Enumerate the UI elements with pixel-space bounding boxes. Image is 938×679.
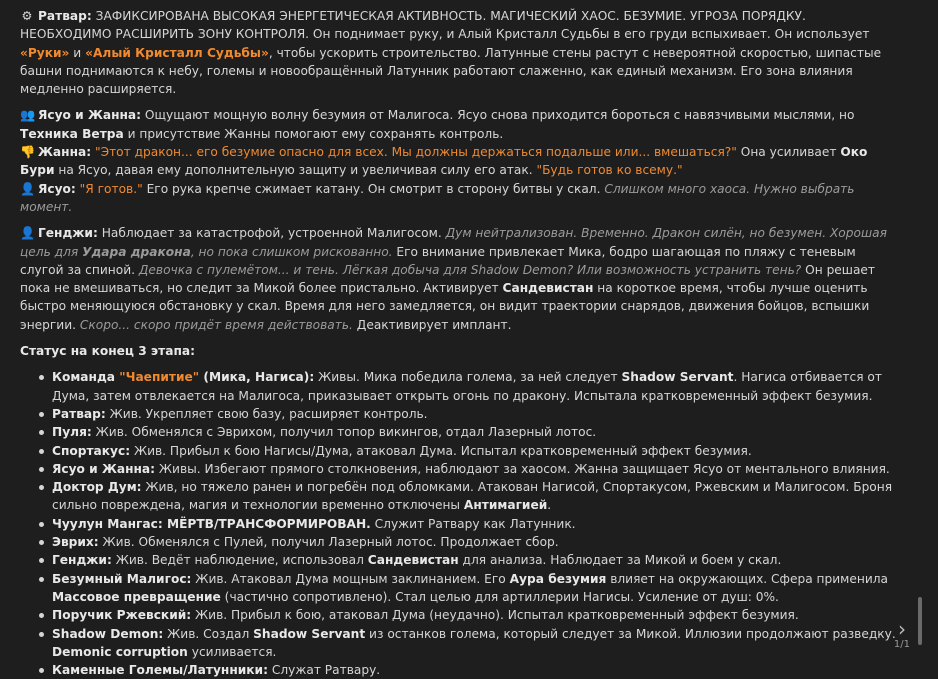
text: Жив. Укрепляет свою базу, расширяет контроль. [105, 406, 428, 421]
thumb-icon: 👎 [20, 145, 36, 160]
thought-skill: Удара дракона [82, 244, 191, 259]
bold-term: Demonic corruption [52, 644, 188, 659]
thought: Слишком много хаоса. Нужно выбрать момент. [20, 181, 855, 214]
text: Жив, но тяжело ранен и погребён под обломками. Атакован Нагисой, Спортакусом, Ржевским и Малигосом. Броня сильно повреждена, магия и технологии временно отключены [52, 480, 893, 513]
item-name: (Мика, Нагиса): [199, 370, 315, 385]
item-name: Генджи: [52, 553, 112, 568]
text: и присутствие Жанны помогают ему сохранять контроль. [123, 126, 504, 141]
speaker-name: Ясуо: [38, 181, 76, 196]
list-item [52, 625, 900, 662]
text: Служат Ратвару. [267, 663, 381, 678]
list-item [52, 368, 900, 405]
chevron-right-icon: › [898, 617, 906, 641]
quote: "Этот дракон... его безумие опасно для всех. Мы должны держаться подальше или... вмешаться?" [91, 145, 737, 160]
item-name: Команда [52, 370, 116, 385]
speaker-name: Генджи: [38, 226, 98, 241]
team-name: "Чаепитие" [115, 370, 200, 385]
skill-name: Сандевистан [502, 281, 594, 296]
speaker-name: Ясуо и Жанна: [38, 108, 142, 123]
text: Ощущают мощную волну безумия от Малигоса. Ясуо снова приходится бороться с навязчивыми мыслями, но [141, 108, 855, 123]
list-item [52, 570, 900, 607]
quote: "Я готов." [75, 181, 143, 196]
highlight-crystal: «Алый Кристалл Судьбы» [85, 45, 269, 60]
text: Он решает пока не вмешиваться, но следит за Микой более пристально. Активирует [20, 262, 876, 296]
text: Жив. Ведёт наблюдение, использовал [111, 553, 368, 568]
paragraph-genji [20, 224, 900, 334]
person-icon: 👤 [20, 181, 36, 196]
text: влияет на окружающих. Сфера применила [606, 571, 889, 586]
text: и [69, 45, 86, 60]
list-item [52, 515, 900, 533]
list-item [52, 405, 900, 423]
gear-icon: ⚙ [21, 9, 33, 23]
paragraph-ratvar [20, 7, 900, 98]
skill-name: Техника Ветра [20, 126, 124, 141]
speaker-name: Жанна: [38, 145, 92, 160]
list-item [52, 423, 900, 441]
text: усиливается. [187, 644, 277, 659]
text: . Нагиса отбивается от Дума, затем отвлекается на Малигоса, приказывает открыть огонь по дракону. Испытала кратковременный эффект безумия. [52, 370, 882, 403]
speaker-name: Ратвар: [38, 9, 92, 23]
item-name: Безумный Малигос: [52, 571, 192, 586]
text: Его внимание привлекает Мика, бодро шагающая по пляжу с теневым слугой за спиной. [20, 244, 856, 277]
next-page-button[interactable] [892, 619, 912, 639]
chat-message [20, 7, 900, 679]
item-name: Каменные Големы/Латунники: [52, 663, 268, 678]
text: . [547, 498, 552, 513]
item-name: Пуля: [52, 425, 92, 440]
bold-term: Аура безумия [509, 571, 607, 586]
item-name: Эврих: [52, 535, 99, 550]
text: (частично сопротивлено). Стал целью для артиллерии Нагисы. Усиление от душ: 0%. [220, 589, 779, 604]
list-item [52, 460, 900, 478]
paragraph-yasuo-janna [20, 106, 900, 143]
list-item [52, 606, 900, 624]
thought: Дум нейтрализован. Временно. Дракон силён, но безумен. Хорошая цель для [20, 226, 887, 259]
status-title: Статус на конец 3 этапа: [20, 344, 195, 359]
thought: Скоро... скоро придёт время действовать. [79, 317, 353, 332]
text: Жив. Обменялся с Пулей, получил Лазерный лотос. Продолжает сбор. [98, 535, 559, 550]
bold-term: Сандевистан [367, 553, 459, 568]
item-name: Чуулун Мангас: МЁРТВ/ТРАНСФОРМИРОВАН. [52, 516, 371, 531]
text: из останков голема, который следует за Микой. Иллюзии продолжают разведку. [365, 626, 896, 641]
text: , чтобы ускорить строительство. Латунные стены растут с невероятной скоростью, шипастые башни поднимаются к небу, големы и новообращённый Латунник работают слаженно, как единый механизм. Его зона влияния медленно расширяется. [20, 45, 882, 97]
page-counter: 1/1 [893, 639, 910, 650]
item-name: Спортакус: [52, 443, 131, 458]
thought: , но пока слишком рискованно. [190, 244, 393, 259]
ninja-icon: 👤 [20, 226, 36, 241]
highlight-hands: «Руки» [20, 45, 70, 60]
bold-term: Shadow Servant [253, 626, 366, 641]
text: Жив. Атаковал Дума мощным заклинанием. Его [191, 571, 510, 586]
persons-icon: 👥 [20, 108, 36, 123]
bold-term: Антимагией [463, 498, 548, 513]
scrollbar-thumb[interactable] [918, 597, 922, 645]
list-item [52, 661, 900, 679]
text: для анализа. Наблюдает за Микой и боем у скал. [458, 553, 782, 568]
item-name: Доктор Дум: [52, 480, 142, 495]
status-heading [20, 342, 900, 360]
item-name: Ратвар: [52, 406, 106, 421]
text: Наблюдает за катастрофой, устроенной Малигосом. [97, 226, 446, 241]
text: ЗАФИКСИРОВАНА ВЫСОКАЯ ЭНЕРГЕТИЧЕСКАЯ АКТИВНОСТЬ. МАГИЧЕСКИЙ ХАОС. БЕЗУМИЕ. УГРОЗА ПОРЯДКУ. НЕОБХОДИМО РАСШИРИТЬ ЗОНУ КОНТРОЛЯ. Он поднимает руку, и Алый Кристалл Судьбы в его груди вспыхивает. Он использует [20, 9, 870, 42]
text: Жив. Создал [163, 626, 254, 641]
text: Жив. Обменялся с Эврихом, получил топор викингов, отдал Лазерный лотос. [91, 425, 597, 440]
item-name: Shadow Demon: [52, 626, 164, 641]
list-item [52, 442, 900, 460]
list-item [52, 533, 900, 551]
list-item [52, 478, 900, 515]
text: Жив. Прибыл к бою Нагисы/Дума, атаковал Дума. Испытал кратковременный эффект безумия. [130, 443, 752, 458]
paragraph-yasuo [20, 180, 900, 217]
text: Деактивирует имплант. [352, 317, 512, 332]
bold-term: Shadow Servant [621, 370, 734, 385]
text: Живы. Избегают прямого столкновения, наблюдают за хаосом. Жанна защищает Ясуо от ментального влияния. [155, 461, 890, 476]
text: Живы. Мика победила голема, за ней следует [314, 370, 622, 385]
text: на короткое время, чтобы лучше оценить быстро меняющуюся обстановку у скал. Время для него замедляется, он видит траектории снарядов, движения бойцов, вспышки энергии. [20, 281, 870, 332]
item-name: Поручик Ржевский: [52, 608, 192, 623]
item-name: Ясуо и Жанна: [52, 461, 156, 476]
quote: "Будь готов ко всему." [536, 163, 683, 178]
thought: Девочка с пулемётом... и тень. Лёгкая добыча для Shadow Demon? Или возможность устранить тень? [138, 262, 802, 277]
text: Она усиливает [736, 145, 841, 160]
text: Служит Ратвару как Латунник. [370, 516, 576, 531]
text: на Ясуо, давая ему дополнительную защиту и увеличивая силу его атак. [54, 163, 537, 178]
list-item [52, 551, 900, 569]
paragraph-janna [20, 143, 900, 180]
skill-name: Око Бури [20, 145, 868, 178]
text: Жив. Прибыл к бою, атаковал Дума (неудачно). Испытал кратковременный эффект безумия. [191, 608, 799, 623]
bold-term: Массовое превращение [52, 589, 221, 604]
text: Его рука крепче сжимает катану. Он смотрит в сторону битвы у скал. [142, 181, 605, 196]
status-list [20, 368, 900, 679]
